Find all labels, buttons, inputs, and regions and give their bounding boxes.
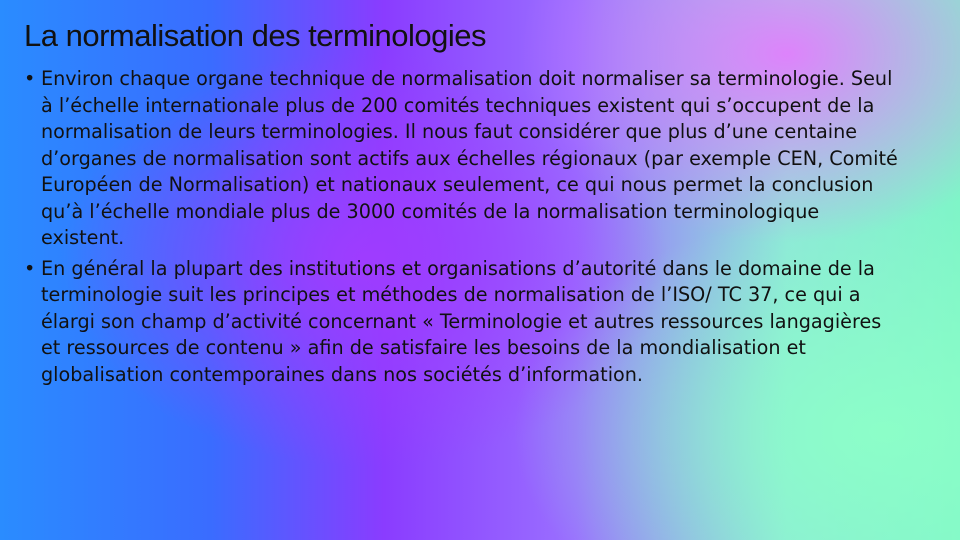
bullet-text: Environ chaque organe technique de normalisation doit normaliser sa terminologie. Seul à l’échelle internationale plus de 200 comités techniques existent qui s’occupent de la normalisation de leurs terminologies. Il nous faut considérer que plus d’une centaine d’organes de normalisation sont actifs aux échelles régionaux (par exemple CEN, Comité Européen de Normalisation) et nationaux seulement, ce qui nous permet la conclusion qu’à l’échelle mondiale plus de 3000 comités de la normalisation terminologique existent. — [41, 67, 898, 249]
bullet-item — [24, 256, 904, 389]
slide-title: La normalisation des terminologies — [24, 18, 487, 53]
bullet-text: En général la plupart des institutions et organisations d’autorité dans le domaine de la terminologie suit les principes et méthodes de normalisation de l’ISO/ TC 37, ce qui a élargi son champ d’activité concernant « Terminologie et autres ressources langagières et ressources de contenu » afin de satisfaire les besoins de la mondialisation et globalisation contemporaines dans nos sociétés d’information. — [41, 256, 882, 386]
bullet-dot-icon: • — [24, 67, 36, 90]
bullet-item — [24, 66, 904, 252]
bullet-dot-icon: • — [24, 256, 36, 280]
bullet-list — [24, 66, 904, 392]
